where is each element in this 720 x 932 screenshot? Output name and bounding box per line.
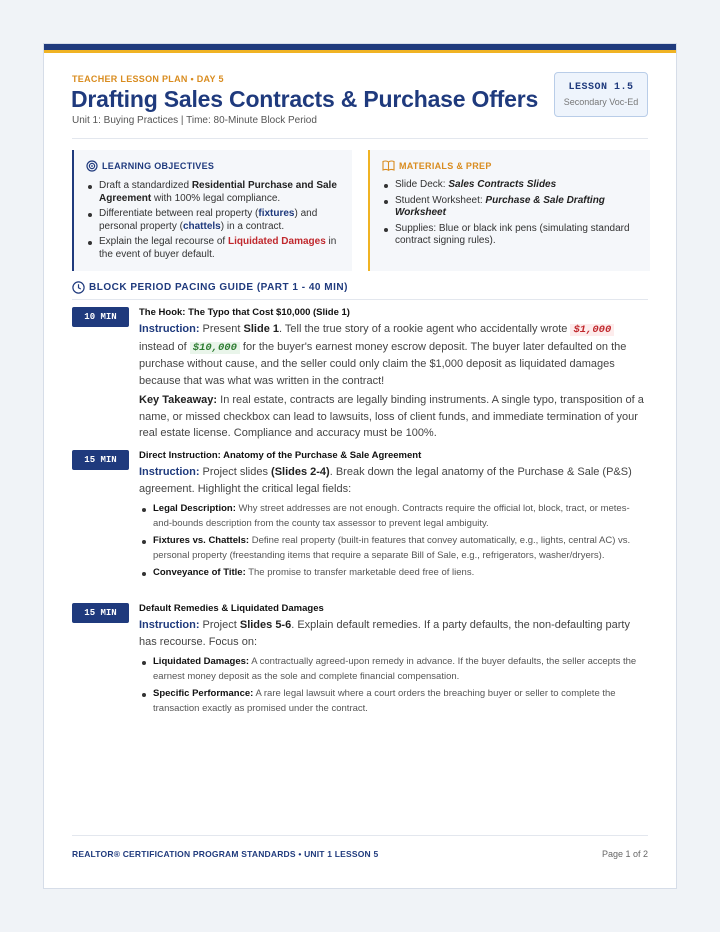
block-title: Default Remedies & Liquidated Damages	[139, 603, 324, 614]
legal-fields-list	[139, 502, 648, 581]
time-badge: 10 MIN	[72, 307, 129, 327]
takeaway-paragraph: Key Takeaway: In real estate, contracts are legally binding instruments. A single typo, transposition of a name, or missed checkbox can lead to lawsuits, loss of client funds, and immediate termination of your real estate license. Compliance and accuracy must be 100%.	[139, 394, 644, 439]
block-content	[139, 450, 648, 584]
header-divider	[72, 138, 648, 139]
list-item: Legal Description: Why street addresses are not enough. Contracts require the official lot, block, tract, or metes-and-bounds description from the county tax assessor to prevent legal ambiguity.	[139, 502, 648, 531]
lesson-code: LESSON 1.5	[568, 82, 634, 93]
gold-stripe	[44, 50, 676, 53]
block-title: The Hook: The Typo that Cost $10,000 (Slide 1)	[139, 307, 350, 318]
materials-heading-label: MATERIALS & PREP	[399, 160, 492, 171]
materials-heading	[382, 160, 638, 171]
material-item: Slide Deck: Sales Contracts Slides	[382, 179, 638, 192]
list-item: Liquidated Damages: A contractually agreed-upon remedy in advance. If the buyer defaults, the seller accepts the earnest money deposit as the sole and complete financial compensation.	[139, 655, 648, 684]
page-title: Drafting Sales Contracts & Purchase Offers	[71, 86, 539, 112]
target-icon	[86, 160, 98, 172]
pacing-divider	[72, 299, 648, 300]
learning-objectives-card	[72, 150, 352, 271]
time-badge: 15 MIN	[72, 450, 129, 470]
block-content	[139, 603, 648, 719]
lesson-plan-page	[43, 43, 677, 889]
remedies-list	[139, 655, 648, 716]
pacing-guide-heading	[72, 281, 348, 294]
wrong-amount: $1,000	[570, 324, 614, 336]
instruction-paragraph: Instruction: Present Slide 1. Tell the true story of a rookie agent who accidentally wrote $1,000 instead of $10,000 for the buyer's earnest money escrow deposit. The buyer later defaulted on the purchase without cause, and the seller could only claim the $1,000 deposit as liquidated damages because that was what was written in the contract!	[139, 323, 627, 387]
page-subtitle: Unit 1: Buying Practices | Time: 80-Minute Block Period	[72, 115, 317, 126]
material-item: Student Worksheet: Purchase & Sale Drafting Worksheet	[382, 195, 638, 220]
page-number: Page 1 of 2	[601, 849, 648, 859]
footer-standards: REALTOR® CERTIFICATION PROGRAM STANDARDS • UNIT 1 LESSON 5	[72, 849, 379, 859]
book-icon	[382, 160, 395, 171]
header-accent-bar	[44, 44, 676, 54]
list-item: Conveyance of Title: The promise to transfer marketable deed free of liens.	[139, 566, 648, 581]
pacing-guide-label: BLOCK PERIOD PACING GUIDE (PART 1 - 40 MIN)	[89, 282, 348, 293]
footer-divider	[72, 835, 648, 836]
objective-item: Draft a standardized Residential Purchase and Sale Agreement with 100% legal compliance.	[86, 180, 340, 205]
eyebrow-label: TEACHER LESSON PLAN • DAY 5	[72, 74, 224, 84]
instruction-paragraph: Instruction: Project slides (Slides 2-4). Break down the legal anatomy of the Purchase & Sale (P&S) agreement. Highlight the critical legal fields:	[139, 466, 632, 495]
instruction-paragraph: Instruction: Project Slides 5-6. Explain default remedies. If a party defaults, the non-defaulting party has recourse. Focus on:	[139, 619, 630, 648]
lesson-level: Secondary Voc-Ed	[563, 97, 639, 107]
time-badge: 15 MIN	[72, 603, 129, 623]
block-title: Direct Instruction: Anatomy of the Purchase & Sale Agreement	[139, 450, 422, 461]
list-item: Fixtures vs. Chattels: Define real property (built-in features that convey automatically, e.g., lights, central AC) vs. personal property (freestanding items that require a separate Bill of Sale, e.g., refrigerators, washer/dryers).	[139, 534, 648, 563]
objective-item: Explain the legal recourse of Liquidated Damages in the event of buyer default.	[86, 236, 340, 261]
clock-icon	[72, 281, 85, 294]
list-item: Specific Performance: A rare legal lawsuit where a court orders the breaching buyer or seller to complete the transaction exactly as promised under the contract.	[139, 687, 648, 716]
material-item: Supplies: Blue or black ink pens (simulating standard contract signing rules).	[382, 223, 638, 248]
correct-amount: $10,000	[190, 342, 240, 354]
block-content	[139, 307, 648, 442]
lesson-badge	[554, 72, 648, 117]
materials-prep-card	[368, 150, 650, 271]
materials-list	[382, 179, 638, 248]
objectives-heading-label: LEARNING OBJECTIVES	[102, 161, 215, 171]
objective-item: Differentiate between real property (fixtures) and personal property (chattels) in a contract.	[86, 208, 340, 233]
objectives-heading	[86, 160, 340, 172]
objectives-list	[86, 180, 340, 261]
